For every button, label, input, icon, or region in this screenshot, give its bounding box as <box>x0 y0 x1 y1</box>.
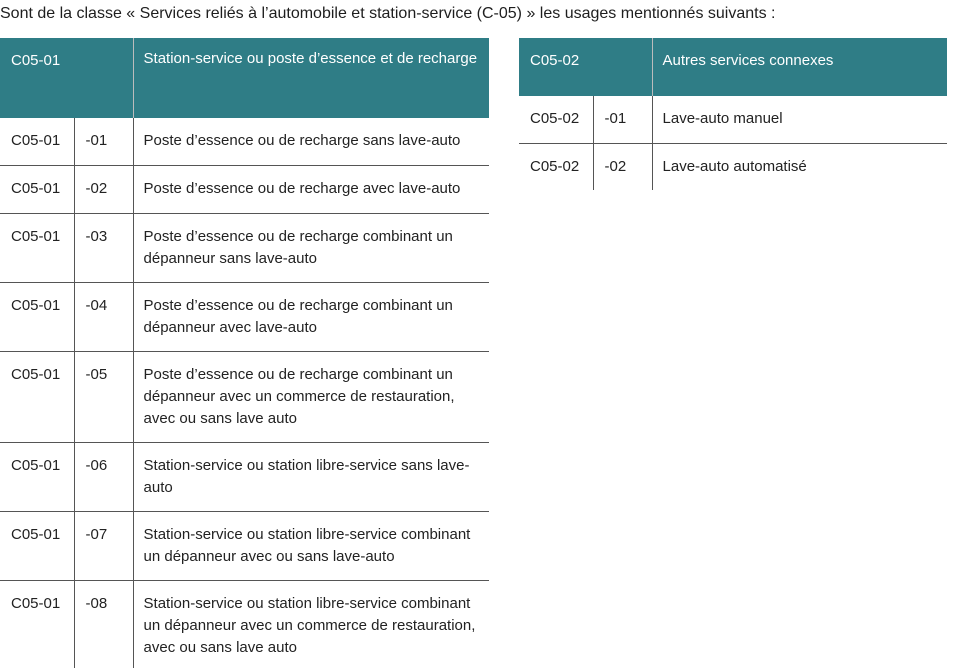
row-description: Station-service ou station libre-service combinant un dépanneur avec un commerce de restauration, avec ou sans lave auto <box>133 580 489 668</box>
header-title: Autres services connexes <box>652 38 947 96</box>
row-subcode: -06 <box>74 442 133 511</box>
table-row <box>0 282 489 351</box>
table-row <box>0 213 489 282</box>
table-row <box>0 580 489 668</box>
row-subcode: -05 <box>74 351 133 442</box>
row-description: Poste d’essence ou de recharge combinant un dépanneur sans lave-auto <box>133 213 489 282</box>
row-subcode: -02 <box>593 143 652 190</box>
row-code: C05-01 <box>0 442 74 511</box>
row-subcode: -03 <box>74 213 133 282</box>
table-row <box>0 351 489 442</box>
table-row <box>0 442 489 511</box>
header-code: C05-01 <box>0 38 133 118</box>
row-code: C05-02 <box>519 96 593 143</box>
row-code: C05-02 <box>530 157 580 175</box>
row-description: Station-service ou station libre-service combinant un dépanneur avec ou sans lave-auto <box>133 511 489 580</box>
row-description: Poste d’essence ou de recharge sans lave-auto <box>133 118 489 165</box>
row-code: C05-01 <box>0 511 74 580</box>
row-code: C05-01 <box>0 165 74 213</box>
row-subcode: -02 <box>74 165 133 213</box>
usage-table-c05-01 <box>0 38 489 668</box>
table-header <box>519 38 947 96</box>
row-description: Lave-auto manuel <box>652 96 947 143</box>
table-row <box>0 165 489 213</box>
row-subcode: -01 <box>74 118 133 165</box>
row-subcode: -04 <box>74 282 133 351</box>
row-description: Poste d’essence ou de recharge combinant un dépanneur avec lave-auto <box>133 282 489 351</box>
row-description: Poste d’essence ou de recharge combinant un dépanneur avec un commerce de restauration, avec ou sans lave auto <box>133 351 489 442</box>
table-row <box>0 511 489 580</box>
usage-table-c05-02 <box>519 38 947 190</box>
intro-text: Sont de la classe « Services reliés à l’automobile et station-service (C-05) » les usages mentionnés suivants : <box>0 5 776 22</box>
row-subcode: -01 <box>593 96 652 143</box>
table-header <box>0 38 489 118</box>
header-code: C05-02 <box>519 38 652 96</box>
row-code: C05-01 <box>0 213 74 282</box>
table-row <box>519 96 947 143</box>
row-description: Poste d’essence ou de recharge avec lave-auto <box>133 165 489 213</box>
row-subcode: -08 <box>74 580 133 668</box>
header-title: Station-service ou poste d’essence et de recharge <box>133 38 489 118</box>
row-code: C05-01 <box>0 282 74 351</box>
row-description: Station-service ou station libre-service sans lave-auto <box>133 442 489 511</box>
row-code: C05-01 <box>0 118 74 165</box>
row-code: C05-01 <box>0 351 74 442</box>
table-row <box>519 143 947 190</box>
row-description: Lave-auto automatisé <box>652 143 947 190</box>
table-row <box>0 118 489 165</box>
row-subcode: -07 <box>74 511 133 580</box>
row-code: C05-01 <box>11 594 61 612</box>
